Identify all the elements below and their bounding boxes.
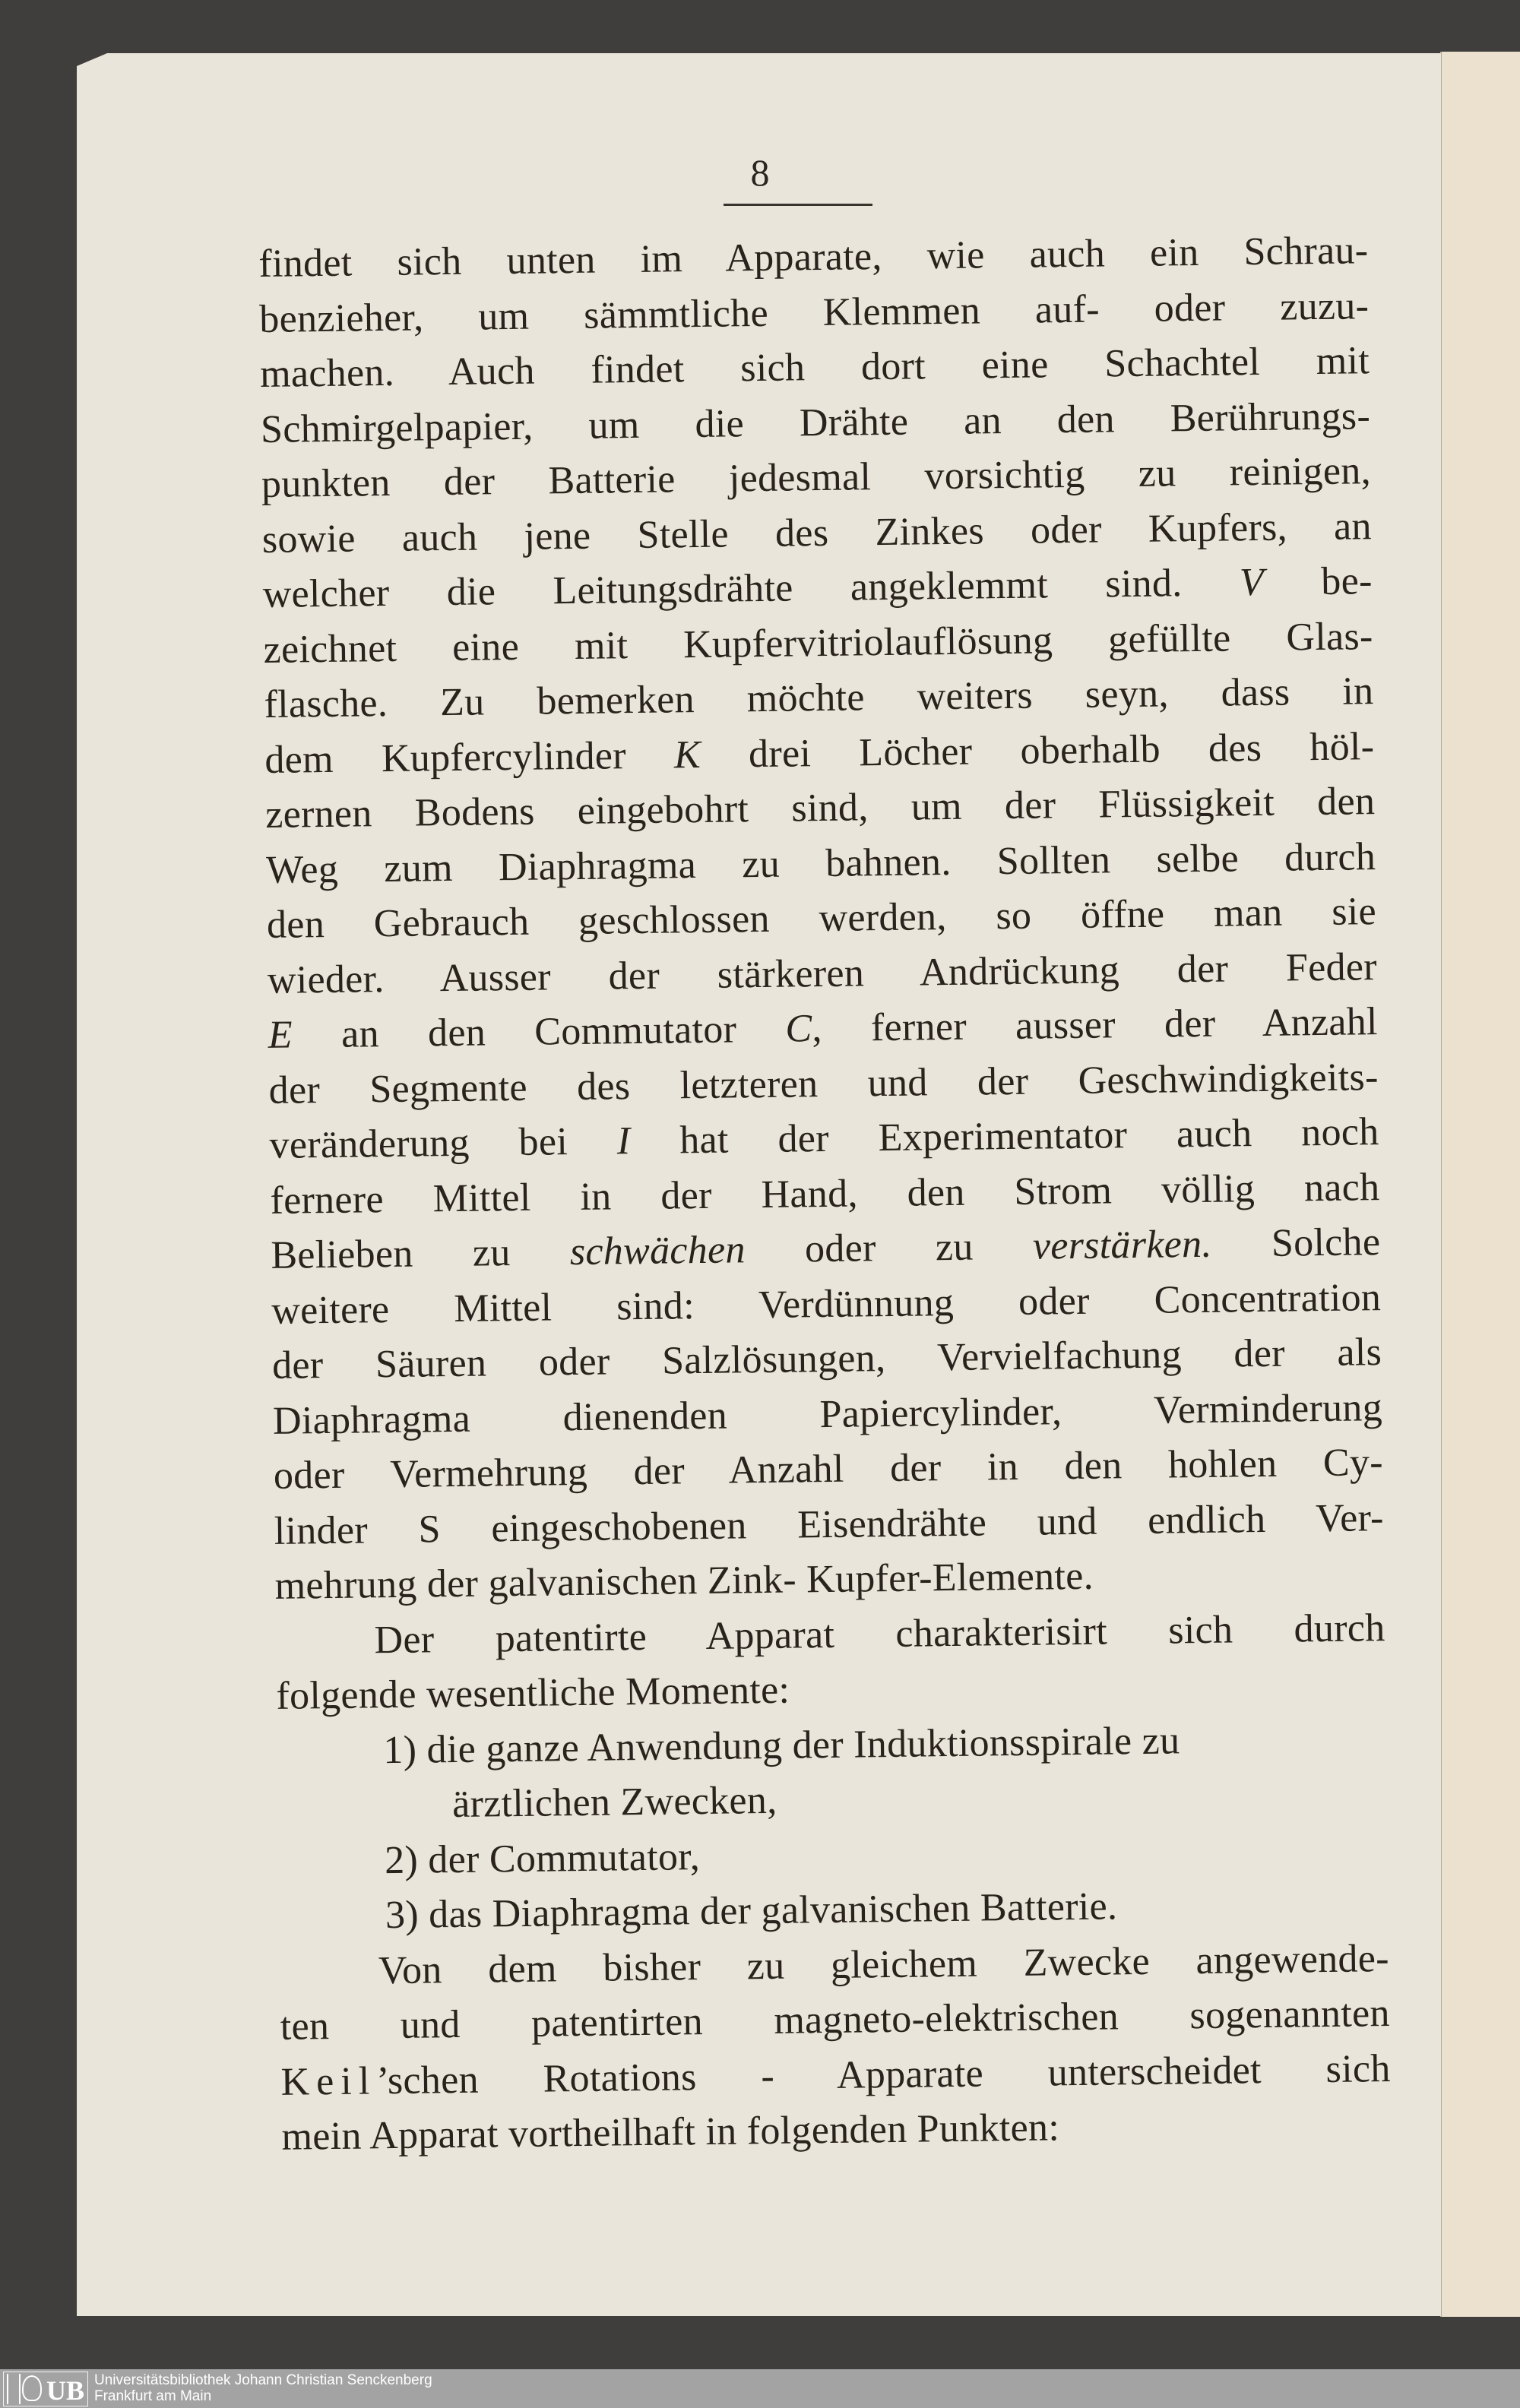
text-line: punkten der Batterie jedesmal vorsichtig zu reinigen, bbox=[261, 449, 1372, 506]
text-line: sowie auch jene Stelle des Zinkes oder Kupfers, an bbox=[261, 504, 1373, 562]
text-line: mein Apparat vortheilhaft in folgenden Punkten: bbox=[281, 2106, 1060, 2159]
text-line: Schmirgelpapier, um die Drähte an den Berührungs- bbox=[260, 394, 1371, 451]
text-line: mehrung der galvanischen Zink- Kupfer-Elemente. bbox=[274, 1554, 1094, 1608]
list-item: 3) das Diaphragma der galvanischen Batterie. bbox=[385, 1884, 1118, 1938]
library-name bbox=[94, 2372, 432, 2404]
text-line: machen. Auch findet sich dort eine Schachtel mit bbox=[259, 339, 1370, 396]
body-text bbox=[258, 223, 1392, 2165]
adjacent-page-edge bbox=[1440, 52, 1520, 2317]
text-line: flasche. Zu bemerken möchte weiters seyn, dass in bbox=[264, 669, 1374, 726]
text-line: wieder. Ausser der stärkeren Andrückung der Feder bbox=[267, 945, 1378, 1002]
list-item: 1) die ganze Anwendung der Induktionsspirale zu bbox=[382, 1718, 1180, 1772]
text-line: weitere Mittel sind: Verdünnung oder Concentration bbox=[271, 1275, 1382, 1333]
page-number: 8 bbox=[750, 151, 770, 194]
book-spines-icon bbox=[7, 2374, 21, 2404]
ub-logo bbox=[3, 2372, 88, 2406]
text-line: Diaphragma dienenden Papiercylinder, Verminderung bbox=[272, 1385, 1383, 1443]
portrait-icon bbox=[22, 2375, 42, 2401]
text-line: der Säuren oder Salzlösungen, Vervielfachung der als bbox=[271, 1331, 1382, 1388]
text-line: Weg zum Diaphragma zu bahnen. Sollten selbe durch bbox=[265, 834, 1376, 892]
paragraph-start: Der patentirte Apparat charakterisirt sich durch bbox=[374, 1606, 1385, 1662]
paragraph-start: Von dem bisher zu gleichem Zwecke angewende- bbox=[378, 1936, 1390, 1992]
text-line: findet sich unten im Apparate, wie auch ein Schrau- bbox=[258, 229, 1369, 286]
text-line: oder Vermehrung der Anzahl der in den hohlen Cy- bbox=[273, 1441, 1384, 1498]
text-line: dem Kupfercylinder K drei Löcher oberhalb des höl- bbox=[264, 724, 1375, 782]
italic-label: V bbox=[1239, 560, 1265, 605]
text-line: veränderung bei I hat der Experimentator auch noch bbox=[269, 1110, 1379, 1167]
list-number: 1) bbox=[382, 1728, 417, 1772]
list-item-continuation: ärztlichen Zwecken, bbox=[451, 1778, 777, 1827]
text-line: der Segmente des letzteren und der Geschwindigkeits- bbox=[268, 1055, 1379, 1112]
page-number-rule bbox=[724, 204, 872, 206]
text-line: den Gebrauch geschlossen werden, so öffne man sie bbox=[266, 890, 1377, 947]
text-line: Keil’schen Rotations - Apparate unterscheidet sich bbox=[280, 2046, 1391, 2104]
text-line: zeichnet eine mit Kupfervitriolauflösung gefüllte Glas- bbox=[263, 614, 1373, 672]
text-line: benzieher, um sämmtliche Klemmen auf- oder zuzu- bbox=[258, 283, 1370, 341]
italic-emphasis: verstärken. bbox=[1032, 1222, 1212, 1268]
list-number: 2) bbox=[384, 1838, 419, 1882]
text-line: linder S eingeschobenen Eisendrähte und endlich Ver- bbox=[274, 1495, 1385, 1553]
library-name-line2: Frankfurt am Main bbox=[94, 2388, 212, 2404]
text-line: folgende wesentliche Momente: bbox=[276, 1668, 790, 1718]
italic-label: I bbox=[616, 1119, 631, 1163]
spaced-name: Keil bbox=[280, 2058, 377, 2104]
library-footer-bar bbox=[0, 2369, 1520, 2408]
list-number: 3) bbox=[385, 1893, 420, 1938]
text-line: E an den Commutator C, ferner ausser der Anzahl bbox=[268, 1000, 1379, 1057]
text-line: welcher die Leitungsdrähte angeklemmt sind. V be- bbox=[262, 559, 1373, 616]
text-line: zernen Bodens eingebohrt sind, um der Flüssigkeit den bbox=[264, 780, 1376, 837]
text-line: fernere Mittel in der Hand, den Strom völlig nach bbox=[270, 1165, 1380, 1223]
italic-emphasis: schwächen bbox=[569, 1228, 746, 1274]
library-name-line1: Universitätsbibliothek Johann Christian Senckenberg bbox=[94, 2372, 432, 2388]
italic-label: K bbox=[673, 733, 701, 777]
text-line: ten und patentirten magneto-elektrischen sogenannten bbox=[280, 1991, 1391, 2049]
italic-label: C bbox=[785, 1007, 812, 1051]
italic-label: E bbox=[268, 1013, 293, 1057]
text-line: Belieben zu schwächen oder zu verstärken. Solche bbox=[271, 1220, 1381, 1277]
list-item: 2) der Commutator, bbox=[384, 1834, 701, 1882]
logo-text: UB bbox=[46, 2375, 85, 2406]
